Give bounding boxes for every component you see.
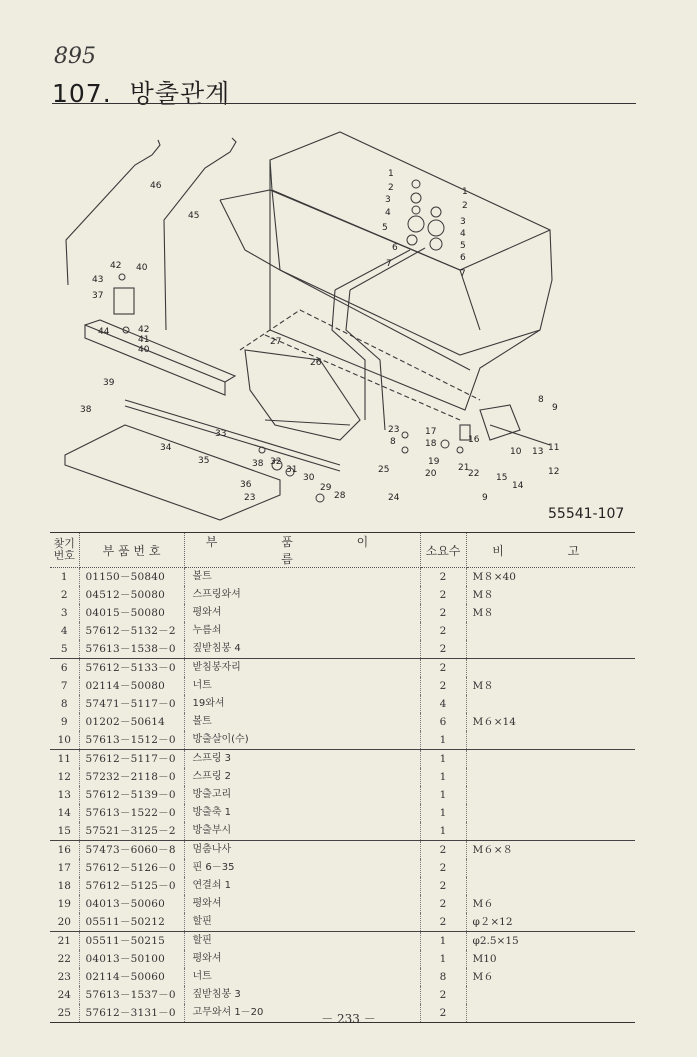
col-header-part-number: 부 품 번 호 (79, 533, 184, 568)
section-title (52, 74, 230, 110)
exploded-parts-diagram (40, 120, 650, 530)
table-header-row (50, 533, 635, 568)
cell-qty: 2 (420, 677, 466, 695)
cell-part-number: 04512－50080 (79, 586, 184, 604)
svg-text:41: 41 (138, 335, 150, 345)
svg-text:11: 11 (548, 443, 560, 453)
table-row (50, 859, 635, 877)
svg-text:17: 17 (425, 427, 437, 437)
cell-part-number: 05511－50212 (79, 913, 184, 932)
cell-name: 평와셔 (184, 604, 420, 622)
cell-no: 6 (50, 659, 79, 678)
cell-qty: 2 (420, 568, 466, 587)
cell-part-number: 57612－5139－0 (79, 786, 184, 804)
cell-qty: 2 (420, 877, 466, 895)
table-row (50, 986, 635, 1004)
cell-qty: 2 (420, 841, 466, 860)
cell-remarks (466, 859, 635, 877)
svg-text:36: 36 (240, 480, 252, 490)
svg-text:8: 8 (538, 395, 544, 405)
cell-name: 핀 6－35 (184, 859, 420, 877)
svg-text:26: 26 (310, 358, 322, 368)
table-row (50, 713, 635, 731)
cell-part-number: 02114－50060 (79, 968, 184, 986)
table-row (50, 659, 635, 678)
svg-text:20: 20 (425, 469, 437, 479)
cell-name: 방출부시 (184, 822, 420, 841)
cell-name: 스프링와셔 (184, 586, 420, 604)
cell-name: 멈춤나사 (184, 841, 420, 860)
svg-text:43: 43 (92, 275, 104, 285)
cell-qty: 1 (420, 750, 466, 769)
svg-text:2: 2 (462, 201, 468, 211)
cell-part-number: 05511－50215 (79, 932, 184, 951)
cell-remarks: φ２×12 (466, 913, 635, 932)
svg-text:19: 19 (428, 457, 440, 467)
svg-text:3: 3 (385, 195, 391, 205)
svg-text:1: 1 (462, 187, 468, 197)
cell-no: 24 (50, 986, 79, 1004)
cell-part-number: 01202－50614 (79, 713, 184, 731)
cell-remarks (466, 695, 635, 713)
cell-remarks (466, 877, 635, 895)
table-row (50, 932, 635, 951)
cell-name: 할핀 (184, 932, 420, 951)
cell-no: 14 (50, 804, 79, 822)
svg-text:28: 28 (334, 491, 346, 501)
cell-qty: 2 (420, 913, 466, 932)
title-rule (52, 103, 636, 104)
cell-qty: 2 (420, 986, 466, 1004)
cell-no: 23 (50, 968, 79, 986)
cell-part-number: 04013－50100 (79, 950, 184, 968)
cell-remarks: M６ (472, 971, 494, 983)
svg-text:40: 40 (136, 263, 148, 273)
cell-part-number: 57612－5132－2 (79, 622, 184, 640)
cell-part-number: 57613－1522－0 (79, 804, 184, 822)
cell-name: 받침봉자리 (184, 659, 420, 678)
cell-remarks: M８ (472, 680, 494, 692)
svg-text:21: 21 (458, 463, 470, 473)
svg-text:12: 12 (548, 467, 560, 477)
cell-no: 3 (50, 604, 79, 622)
cell-remarks: M６×14 (472, 716, 516, 728)
cell-no: 15 (50, 822, 79, 841)
cell-qty: 1 (420, 822, 466, 841)
svg-text:45: 45 (188, 211, 200, 221)
cell-no: 4 (50, 622, 79, 640)
cell-name: 볼트 (184, 713, 420, 731)
table-row (50, 877, 635, 895)
svg-text:25: 25 (378, 465, 390, 475)
cell-no: 22 (50, 950, 79, 968)
svg-text:2: 2 (388, 183, 394, 193)
svg-text:8: 8 (390, 437, 396, 447)
table-row (50, 750, 635, 769)
svg-text:5: 5 (382, 223, 388, 233)
cell-no: 8 (50, 695, 79, 713)
table-row (50, 677, 635, 695)
cell-qty: 2 (420, 586, 466, 604)
svg-text:29: 29 (320, 483, 332, 493)
cell-qty: 2 (420, 859, 466, 877)
table-row (50, 586, 635, 604)
cell-remarks: M10 (472, 953, 497, 965)
cell-no: 1 (50, 568, 79, 587)
cell-name: 너트 (184, 677, 420, 695)
svg-text:35: 35 (198, 456, 210, 466)
svg-text:14: 14 (512, 481, 524, 491)
svg-text:42: 42 (110, 261, 122, 271)
section-number: 107. (52, 79, 112, 108)
cell-qty: 1 (420, 804, 466, 822)
cell-no: 5 (50, 640, 79, 659)
cell-no: 9 (50, 713, 79, 731)
table-row (50, 804, 635, 822)
section-name: 방출관계 (129, 79, 231, 108)
cell-remarks: M６×８ (472, 844, 514, 856)
cell-name: 19와셔 (184, 695, 420, 713)
cell-part-number: 57232－2118－0 (79, 768, 184, 786)
cell-remarks (466, 768, 635, 786)
table-row (50, 968, 635, 986)
cell-name: 평와셔 (184, 950, 420, 968)
cell-qty: 2 (420, 1004, 466, 1023)
svg-text:9: 9 (482, 493, 488, 503)
svg-text:23: 23 (244, 493, 256, 503)
svg-text:4: 4 (385, 208, 391, 218)
cell-part-number: 57613－1512－0 (79, 731, 184, 750)
cell-name: 방출고리 (184, 786, 420, 804)
table-row (50, 731, 635, 750)
cell-qty: 1 (420, 932, 466, 951)
svg-text:27: 27 (270, 337, 282, 347)
cell-qty: 2 (420, 640, 466, 659)
cell-qty: 2 (420, 604, 466, 622)
cell-no: 11 (50, 750, 79, 769)
cell-part-number: 57612－5133－0 (79, 659, 184, 678)
svg-text:44: 44 (98, 327, 110, 337)
table-row (50, 822, 635, 841)
cell-part-number: 57613－1538－0 (79, 640, 184, 659)
cell-name: 너트 (184, 968, 420, 986)
svg-text:42: 42 (138, 325, 150, 335)
cell-qty: 1 (420, 768, 466, 786)
parts-table (50, 532, 635, 1023)
diagram-code: 55541-107 (548, 506, 625, 522)
cell-remarks (466, 731, 635, 750)
cell-qty: 2 (420, 659, 466, 678)
cell-remarks (466, 640, 635, 659)
col-header-remarks: 비 고 (466, 533, 635, 568)
cell-no: 2 (50, 586, 79, 604)
table-row (50, 695, 635, 713)
svg-text:30: 30 (303, 473, 315, 483)
table-row (50, 913, 635, 932)
cell-part-number: 57612－5125－0 (79, 877, 184, 895)
table-row (50, 568, 635, 587)
svg-text:33: 33 (215, 429, 227, 439)
cell-remarks (466, 622, 635, 640)
cell-remarks: M６ (472, 898, 494, 910)
cell-name: 방출살이(수) (184, 731, 420, 750)
cell-part-number: 01150－50840 (79, 568, 184, 587)
col-header-name: 부 품 이 름 (184, 533, 420, 568)
cell-part-number: 57612－5126－0 (79, 859, 184, 877)
svg-text:4: 4 (460, 229, 466, 239)
cell-no: 7 (50, 677, 79, 695)
cell-name: 평와셔 (184, 895, 420, 913)
cell-qty: 4 (420, 695, 466, 713)
cell-part-number: 57612－5117－0 (79, 750, 184, 769)
svg-text:38: 38 (80, 405, 92, 415)
svg-text:6: 6 (392, 243, 398, 253)
table-row (50, 768, 635, 786)
cell-no: 19 (50, 895, 79, 913)
cell-name: 볼트 (184, 568, 420, 587)
table-row (50, 786, 635, 804)
cell-remarks: φ2.5×15 (472, 935, 519, 947)
cell-name: 짚받침봉 4 (184, 640, 420, 659)
cell-qty: 8 (420, 968, 466, 986)
cell-part-number: 04013－50060 (79, 895, 184, 913)
cell-name: 할핀 (184, 913, 420, 932)
cell-no: 21 (50, 932, 79, 951)
svg-text:6: 6 (460, 253, 466, 263)
svg-text:7: 7 (460, 269, 466, 279)
col-header-no: 찾기 번호 (50, 533, 79, 568)
cell-remarks (466, 986, 635, 1004)
svg-text:7: 7 (386, 259, 392, 269)
svg-text:1: 1 (388, 169, 394, 179)
table-row (50, 895, 635, 913)
cell-remarks: M８ (472, 607, 494, 619)
cell-name: 짚받침봉 3 (184, 986, 420, 1004)
svg-text:31: 31 (286, 465, 298, 475)
cell-part-number: 57612－3131－0 (79, 1004, 184, 1023)
table-row (50, 950, 635, 968)
cell-part-number: 57471－5117－0 (79, 695, 184, 713)
handwritten-note: 895 (54, 44, 96, 69)
svg-text:46: 46 (150, 181, 162, 191)
cell-qty: 6 (420, 713, 466, 731)
svg-text:32: 32 (270, 457, 282, 467)
svg-text:15: 15 (496, 473, 508, 483)
cell-remarks (466, 822, 635, 841)
svg-text:22: 22 (468, 469, 480, 479)
cell-name: 고무와셔 1－20 (184, 1004, 420, 1023)
svg-text:34: 34 (160, 443, 172, 453)
cell-no: 25 (50, 1004, 79, 1023)
svg-text:18: 18 (425, 439, 437, 449)
cell-name: 스프링 2 (184, 768, 420, 786)
cell-no: 12 (50, 768, 79, 786)
table-row (50, 640, 635, 659)
table-row (50, 841, 635, 860)
cell-qty: 1 (420, 786, 466, 804)
table-row (50, 604, 635, 622)
cell-name: 연결쇠 1 (184, 877, 420, 895)
cell-no: 20 (50, 913, 79, 932)
cell-part-number: 57613－1537－0 (79, 986, 184, 1004)
cell-part-number: 57521－3125－2 (79, 822, 184, 841)
cell-remarks: M８×40 (472, 571, 516, 583)
svg-text:24: 24 (388, 493, 400, 503)
svg-text:10: 10 (510, 447, 522, 457)
svg-text:5: 5 (460, 241, 466, 251)
cell-no: 10 (50, 731, 79, 750)
cell-no: 17 (50, 859, 79, 877)
cell-qty: 1 (420, 950, 466, 968)
parts-table-body (50, 568, 635, 1023)
cell-part-number: 57473－6060－8 (79, 841, 184, 860)
svg-text:9: 9 (552, 403, 558, 413)
svg-text:3: 3 (460, 217, 466, 227)
cell-no: 13 (50, 786, 79, 804)
cell-no: 16 (50, 841, 79, 860)
cell-qty: 2 (420, 622, 466, 640)
cell-no: 18 (50, 877, 79, 895)
cell-remarks: M８ (472, 589, 494, 601)
svg-text:38: 38 (252, 459, 264, 469)
svg-text:40: 40 (138, 345, 150, 355)
cell-remarks (466, 750, 635, 769)
cell-remarks (466, 804, 635, 822)
svg-text:16: 16 (468, 435, 480, 445)
table-row (50, 622, 635, 640)
cell-remarks (466, 786, 635, 804)
cell-part-number: 04015－50080 (79, 604, 184, 622)
cell-remarks (466, 659, 635, 678)
page-number: － 233 － (321, 1012, 376, 1026)
cell-qty: 2 (420, 895, 466, 913)
svg-text:13: 13 (532, 447, 544, 457)
cell-part-number: 02114－50080 (79, 677, 184, 695)
cell-name: 스프링 3 (184, 750, 420, 769)
svg-text:39: 39 (103, 378, 115, 388)
cell-name: 방출축 1 (184, 804, 420, 822)
col-header-qty: 소요수 (420, 533, 466, 568)
svg-text:37: 37 (92, 291, 104, 301)
cell-qty: 1 (420, 731, 466, 750)
svg-text:23: 23 (388, 425, 400, 435)
cell-name: 누름쇠 (184, 622, 420, 640)
